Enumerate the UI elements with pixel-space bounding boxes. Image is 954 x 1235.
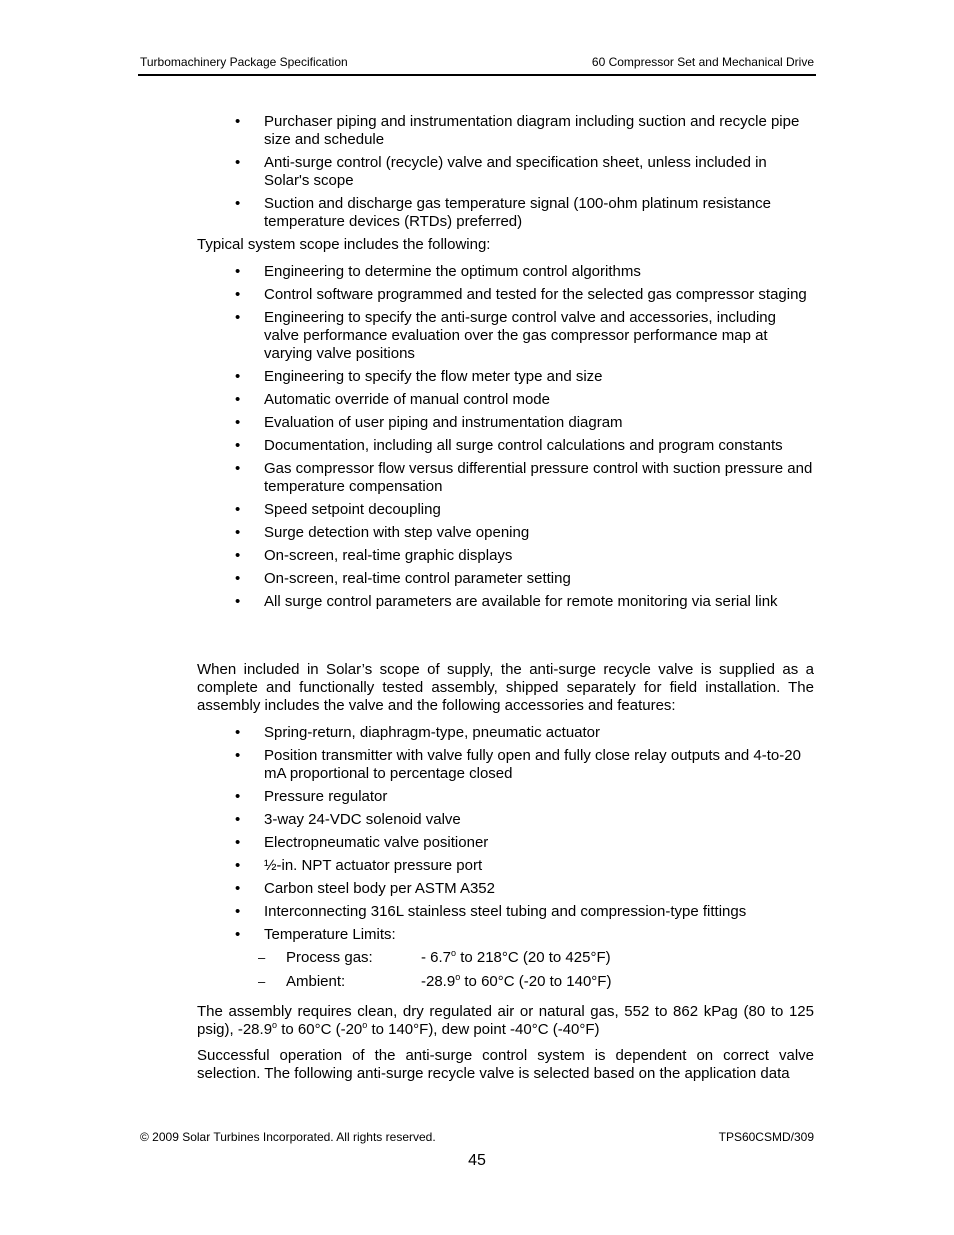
ambient-limit (197, 973, 814, 991)
list-item: • Control software programmed and tested for the selected gas compressor staging (197, 286, 814, 304)
air-supply-paragraph: The assembly requires clean, dry regulated air or natural gas, 552 to 862 kPag (80 to 125 psig), -28.9$^o$ to 60°C (-20$^o$ to 140°F), dew point -40°C (-40°F) (197, 1003, 814, 1038)
header-right: 60 Compressor Set and Mechanical Drive (591, 55, 814, 69)
list-item: • Anti-surge control (recycle) valve and specification sheet, unless included in Solar's scope (197, 154, 814, 190)
list-item: • ½-in. NPT actuator pressure port (197, 857, 814, 875)
system-scope-list (197, 263, 814, 611)
list-item: • Surge detection with step valve opening (197, 524, 814, 542)
list-item: • Electropneumatic valve positioner (197, 834, 814, 852)
page-number: 45 (468, 1152, 486, 1169)
scope-intro-paragraph: Typical system scope includes the following: (197, 236, 491, 253)
valve-selection-paragraph: Successful operation of the anti-surge control system is dependent on correct valve selection. The following anti-surge recycle valve is selected based on the application data (197, 1047, 814, 1082)
list-item: • Speed setpoint decoupling (197, 501, 814, 519)
list-item: • Engineering to determine the optimum control algorithms (197, 263, 814, 281)
list-item: • Documentation, including all surge control calculations and program constants (197, 437, 814, 455)
list-item: • All surge control parameters are available for remote monitoring via serial link (197, 593, 814, 611)
header-left: Turbomachinery Package Specification (140, 55, 348, 69)
list-item: • Purchaser piping and instrumentation diagram including suction and recycle pipe size and schedule (197, 113, 814, 149)
list-item: • Spring-return, diaphragm-type, pneumatic actuator (197, 724, 814, 742)
list-item: • Suction and discharge gas temperature signal (100-ohm platinum resistance temperature devices (RTDs) preferred) (197, 195, 814, 231)
ambient-label: Ambient: (286, 973, 346, 990)
footer-doc-id: TPS60CSMD/309 (718, 1130, 814, 1144)
list-item: • Carbon steel body per ASTM A352 (197, 880, 814, 898)
footer-copyright: © 2009 Solar Turbines Incorporated. All rights reserved. (140, 1130, 436, 1144)
valve-accessories-list (197, 724, 814, 944)
list-item: • Pressure regulator (197, 788, 814, 806)
list-item: • Temperature Limits: (197, 926, 814, 944)
list-item: • On-screen, real-time graphic displays (197, 547, 814, 565)
purchaser-items-list (197, 113, 814, 231)
temperature-limits-list (197, 949, 814, 991)
list-item: • Evaluation of user piping and instrumentation diagram (197, 414, 814, 432)
list-item: • On-screen, real-time control parameter setting (197, 570, 814, 588)
page-body (197, 113, 814, 1083)
list-item: • Engineering to specify the flow meter type and size (197, 368, 814, 386)
ambient-value: -28.9$^o$ to 60°C (-20 to 140°F) (421, 972, 612, 990)
list-item: • Automatic override of manual control mode (197, 391, 814, 409)
valve-intro-paragraph: When included in Solar’s scope of supply, the anti-surge recycle valve is supplied as a complete and functionally tested assembly, shipped separately for field installation. The assembly includes the valve and the following accessories and features: (197, 661, 814, 714)
process-gas-limit (197, 949, 814, 967)
process-gas-value: - 6.7$^o$ to 218°C (20 to 425°F) (421, 948, 611, 966)
list-item: • Gas compressor flow versus differential pressure control with suction pressure and temperature compensation (197, 460, 814, 496)
list-item: • Position transmitter with valve fully open and fully close relay outputs and 4-to-20 mA proportional to percentage closed (197, 747, 814, 783)
list-item: • 3-way 24-VDC solenoid valve (197, 811, 814, 829)
header-rule (138, 74, 816, 76)
list-item: • Interconnecting 316L stainless steel tubing and compression-type fittings (197, 903, 814, 921)
list-item: • Engineering to specify the anti-surge control valve and accessories, including valve performance evaluation over the gas compressor performance map at varying valve positions (197, 309, 814, 363)
process-gas-label: Process gas: (286, 949, 373, 966)
